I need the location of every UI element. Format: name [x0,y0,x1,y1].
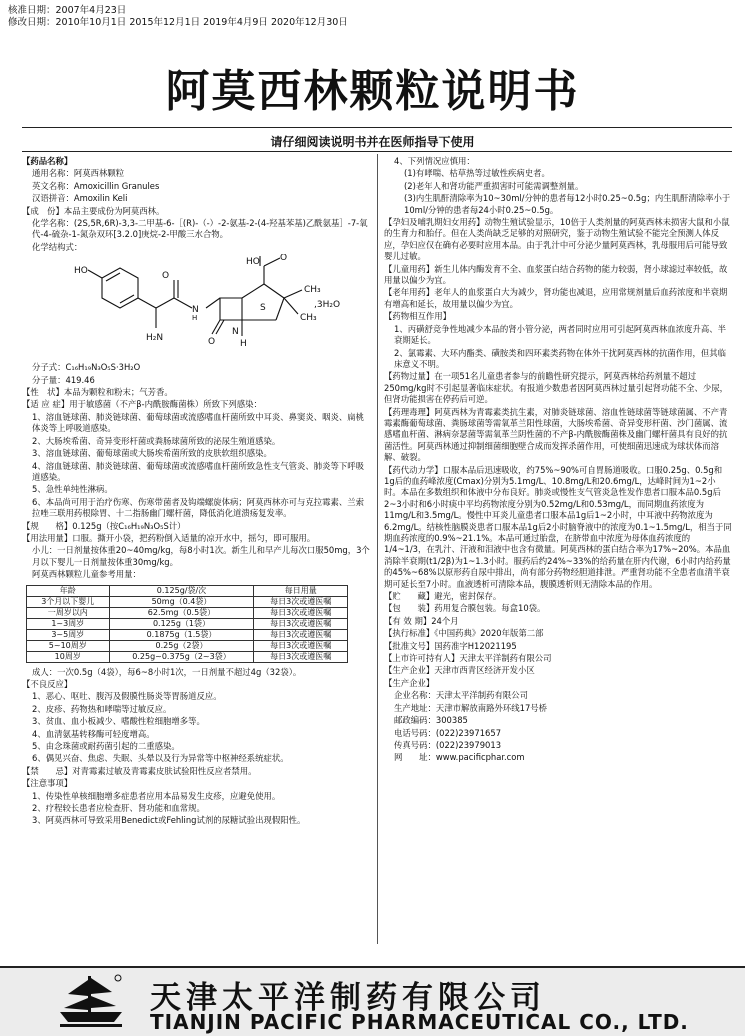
children-section: 【儿童用药】新生儿体内酶发育不全、血浆蛋白结合药物的能力较弱，肾小球滤过率较低，故用量以偏少为宜。 [384,263,728,286]
pharmacokinetics-section: 【药代动力学】口服本品后迅速吸收，约75%~90%可自胃肠道吸收。口服0.25g、0.5g和1g后的血药峰浓度(Cmax)分别为5.1mg/L、10.8mg/L和20.6mg/L，达峰时间为1~2小时。本品在多数组织和体液中分布良好。肺炎或慢性支气管炎急性发作患者口服本品0.5g后2~3小时和6小时痰中平均药物浓度分别为0.52mg/L和0.53mg/L，而同期血药浓度为11mg/L和3.5mg/L。慢性中耳炎儿童患者口服本品1g后1~2小时，中耳液中药物浓度为6.2mg/L。结核性脑膜炎患者口服本品1g后2小时脑脊液中的浓度为0.1~1.5mg/L，相当于同期血药浓度的0.9%~21.1%。本品可通过胎盘，在脐带血中浓度为母体血药浓度的1/4~1/3，在乳汁、汗液和泪液中也含有微量。阿莫西林的蛋白结合率为17%~20%。本品血消除半衰期(t1/2β)为1~1.3小时。服药后约24%~33%的给药量在肝内代谢，6小时内给药量的45%~68%以原形药自尿中排出，尚有部分药物经胆道排泄。严重肾功能不全患者血清半衰期可延长至7小时。血液透析可清除本品，腹膜透析则无清除本品的作用。 [384,464,732,589]
table-header-cell: 年龄 [27,585,110,596]
ship-logo-icon [56,972,126,1032]
title-rule [22,127,732,128]
table-cell: 1~3周岁 [27,618,110,629]
adverse-header: 【不良反应】 [22,678,73,689]
page-title: 阿莫西林颗粒说明书 [165,66,580,117]
adverse-item: 4、血清氨基转移酶可轻度增高。 [32,728,155,739]
specification: 【规 格】0.125g（按C₁₆H₁₉N₃O₅S计） [22,520,186,531]
svg-text:S: S [260,303,266,314]
molecular-formula: 分子式：C₁₆H₁₉N₃O₅S·3H₂O [32,362,141,373]
caution-cont-item: (3)内生肌酐清除率为10~30ml/分钟的患者每12小时0.25~0.5g；内生肌酐清除率小于10ml/分钟的患者每24小时0.25~0.5g。 [404,193,731,215]
dosage-table [26,585,348,663]
chemical-name: 化学名称：(2S,5R,6R)-3,3-二甲基-6-［(R)-（-）-2-氨基-2-(4-羟基苯基)乙酰氨基］-7-氧代-4-硫杂-1-氮杂双环[3.2.0]庚烷-2-甲酸三水合物。 [32,218,368,240]
indication-item: 6、本品尚可用于治疗伤寒、伤寒带菌者及钩端螺旋体病；阿莫西林亦可与克拉霉素、兰索拉唑三联用药根除胃、十二指肠幽门螺杆菌，降低消化道溃疡复发率。 [32,496,364,519]
table-cell: 每日3次或遵医嘱 [254,640,348,651]
table-cell: 5~10周岁 [27,640,110,651]
pinyin-name: 汉语拼音：Amoxilin Keli [32,193,128,204]
company-name: 企业名称：天津太平洋制药有限公司 [394,690,528,701]
svg-text:HO: HO [246,257,260,268]
table-cell: 62.5mg（0.5袋） [109,607,254,618]
subtitle-rule [22,151,732,152]
caution-item: 1、传染性单核细胞增多症患者应用本品易发生皮疹，应避免使用。 [32,790,281,801]
package: 【包 装】药用复合膜包装。每盒10袋。 [384,603,546,614]
approval-number: 【批准文号】国药准字H12021195 [384,640,517,651]
contraindications: 【禁 忌】对青霉素过敏及青霉素皮肤试验阳性反应者禁用。 [22,765,257,776]
interaction-item: 1、丙磺舒竞争性地减少本品的肾小管分泌，两者同时应用可引起阿莫西林血浓度升高、半衰期延长。 [394,323,726,346]
license-holder: 【上市许可持有人】天津太平洋制药有限公司 [384,653,552,664]
table-cell: 每日3次或遵医嘱 [254,607,348,618]
caution-cont-header: 4、下列情况应慎用： [394,156,475,166]
table-cell: 3~5周岁 [27,629,110,640]
caution-item: 3、阿莫西林可导致采用Benedict或Fehling试剂的尿糖试验出现假阳性。 [32,815,306,826]
table-cell: 每日3次或遵医嘱 [254,651,348,662]
table-cell: 50mg（0.4袋） [109,596,254,607]
pregnancy-section: 【孕妇及哺乳期妇女用药】动物生殖试验显示，10倍于人类剂量的阿莫西林未损害大鼠和小鼠的生育力和胎仔。但在人类尚缺乏足够的对照研究，鉴于动物生殖试验不能完全预测人体反应，孕妇应仅在确有必要时应用本品。由于乳汁中可分泌少量阿莫西林，乳母服用后可能导致婴儿过敏。 [384,217,730,262]
column-divider [377,154,378,944]
caution-header: 【注意事项】 [22,778,73,789]
company-fax: 传真号码：(022)23979013 [394,739,502,750]
manufacturer: 【生产企业】天津市西青区经济开发小区 [384,665,535,676]
validity: 【有 效 期】24个月 [384,615,459,626]
table-header-cell: 每日用量 [254,585,348,596]
revision-dates [8,5,348,29]
indication-item: 5、急性单纯性淋病。 [32,484,113,495]
left-column [22,156,370,828]
elderly-section: 【老年用药】老年人的血浆蛋白大为减少，肾功能也减退，应用常规剂量后血药浓度和半衰期有增高和延长，故用量以偏少为宜。 [384,287,728,309]
chemical-structure [22,254,370,362]
table-cell: 一周岁以内 [27,607,110,618]
table-cell: 每日3次或遵医嘱 [254,596,348,607]
english-name: 英文名称：Amoxicillin Granules [32,180,160,191]
structure-label: 化学结构式： [32,241,83,252]
table-row [27,629,348,640]
indication-item: 3、溶血链球菌、葡萄球菌或大肠埃希菌所致的皮肤软组织感染。 [32,448,272,459]
amoxicillin-structure-icon [22,254,362,362]
character: 【性 状】本品为颗粒和粉末；气芳香。 [22,387,173,398]
svg-text:H: H [192,314,198,323]
interaction-item: 2、氯霉素、大环内酯类、磺胺类和四环素类药物在体外干扰阿莫西林的抗菌作用，但其临床意义不明。 [394,347,726,369]
caution-cont-item: (1)有哮喘、枯草热等过敏性疾病史者。 [404,168,550,179]
interaction-header: 【药物相互作用】 [384,311,451,322]
approval-date: 核准日期：2007年4月23日 [8,5,127,16]
svg-text:H₂N: H₂N [146,333,164,344]
table-cell: 3个月以下婴儿 [27,596,110,607]
company-footer [0,966,745,1036]
svg-text:O: O [208,337,216,348]
adverse-item: 3、贫血、血小板减少、嗜酸性粒细胞增多等。 [32,716,205,727]
page-subtitle: 请仔细阅读说明书并在医师指导下使用 [270,135,475,149]
molecular-weight: 分子量：419.46 [32,374,95,385]
table-cell: 每日3次或遵医嘱 [254,618,348,629]
caution-cont-item: (2)老年人和肾功能严重损害时可能需调整剂量。 [404,180,584,191]
revision-date-list: 修改日期：2010年10月1日 2015年12月1日 2019年4月9日 2020年12月30日 [8,17,348,28]
indication-item: 4、溶血链球菌、肺炎链球菌、葡萄球菌或流感嗜血杆菌所致急性支气管炎、肺炎等下呼吸道感染。 [32,460,364,482]
table-header-row [27,585,348,596]
caution-item: 2、疗程较长患者应检查肝、肾功能和血常规。 [32,803,205,814]
svg-text:O: O [280,254,288,264]
dosage-table-caption: 阿莫西林颗粒儿童参考用量： [32,569,141,580]
svg-text:CH₃: CH₃ [304,285,321,296]
pharmacology-section: 【药理毒理】阿莫西林为青霉素类抗生素，对肺炎链球菌、溶血性链球菌等链球菌属、不产青霉素酶葡萄球菌、粪肠球菌等需氧革兰阳性球菌，大肠埃希菌、奇异变形杆菌、沙门菌属、流感嗜血杆菌、淋病奈瑟菌等需氧革兰阴性菌的不产β-内酰胺酶菌株及幽门螺杆菌具有良好的抗菌活性。阿莫西林通过抑制细菌细胞壁合成而发挥杀菌作用，可使细菌迅速成为球状体而溶解、破裂。 [384,406,728,463]
table-cell: 0.1875g（1.5袋） [109,629,254,640]
indication-item: 1、溶血链球菌、肺炎链球菌、葡萄球菌或流感嗜血杆菌所致中耳炎、鼻窦炎、咽炎、扁桃体炎等上呼吸道感染。 [32,411,364,434]
overdose-section: 【药物过量】在一项51名儿童患者参与的前瞻性研究提示，阿莫西林给药剂量不超过250mg/kg时不引起显著临床症状。有报道少数患者因阿莫西林过量引起肾功能不全、少尿，但肾功能损害在停药后可逆。 [384,371,728,405]
right-column [384,156,732,765]
table-cell: 0.25g~0.375g（2~3袋） [109,651,254,662]
company-postcode: 邮政编码：300385 [394,715,468,726]
svg-text:N: N [192,305,199,316]
company-name-cn: 天津太平洋制药有限公司 [150,980,546,1016]
company-website: 网 址：www.pacificphar.com [394,752,525,763]
generic-name: 通用名称：阿莫西林颗粒 [32,168,125,179]
adult-dosage: 成人：一次0.5g（4袋），每6~8小时1次，一日剂量不超过4g（32袋）。 [32,666,302,677]
composition: 【成 份】本品主要成份为阿莫西林。 [22,205,165,216]
company-name-en: TIANJIN PACIFIC PHARMACEUTICAL CO., LTD. [150,1010,689,1034]
name-header: 【药品名称】 [22,156,73,166]
table-cell: 0.125g（1袋） [109,618,254,629]
table-row [27,640,348,651]
table-cell: 10周岁 [27,651,110,662]
adverse-item: 1、恶心、呕吐、腹泻及假膜性肠炎等胃肠道反应。 [32,691,222,702]
table-row [27,618,348,629]
svg-text:H: H [240,339,247,350]
svg-text:HO: HO [74,266,88,277]
table-cell: 0.25g（2袋） [109,640,254,651]
company-header: 【生产企业】 [384,677,435,688]
indication-item: 2、大肠埃希菌、奇异变形杆菌或粪肠球菌所致的泌尿生殖道感染。 [32,435,281,446]
company-phone: 电话号码：(022)23971657 [394,727,502,738]
table-row [27,596,348,607]
table-header-cell: 0.125g/袋/次 [109,585,254,596]
company-address: 生产地址：天津市解放南路外环线17号桥 [394,702,548,713]
table-row [27,651,348,662]
table-cell: 每日3次或遵医嘱 [254,629,348,640]
svg-text:N: N [232,327,239,338]
hydrate-label: ,3H₂O [314,300,341,311]
storage: 【贮 藏】避光，密封保存。 [384,591,502,602]
adverse-item: 2、皮疹、药物热和哮喘等过敏反应。 [32,703,172,714]
table-row [27,607,348,618]
svg-text:CH₃: CH₃ [300,313,317,324]
adverse-item: 6、偶见兴奋、焦虑、失眠、头晕以及行为异常等中枢神经系统症状。 [32,753,289,764]
indications-header: 【适 应 症】用于敏感菌（不产β-内酰胺酶菌株）所致下列感染： [22,399,262,410]
standard: 【执行标准】《中国药典》2020年版第二部 [384,628,544,639]
svg-text:O: O [162,271,170,282]
usage-child: 小儿：一日剂量按体重20~40mg/kg，每8小时1次。新生儿和早产儿每次口服50mg，3个月以下婴儿一日剂量按体重30mg/kg。 [32,545,370,567]
usage-header: 【用法用量】口服。撕开小袋，把药粉倒入适量的凉开水中，摇匀，即可服用。 [22,532,316,543]
adverse-item: 5、由念珠菌或耐药菌引起的二重感染。 [32,741,180,751]
